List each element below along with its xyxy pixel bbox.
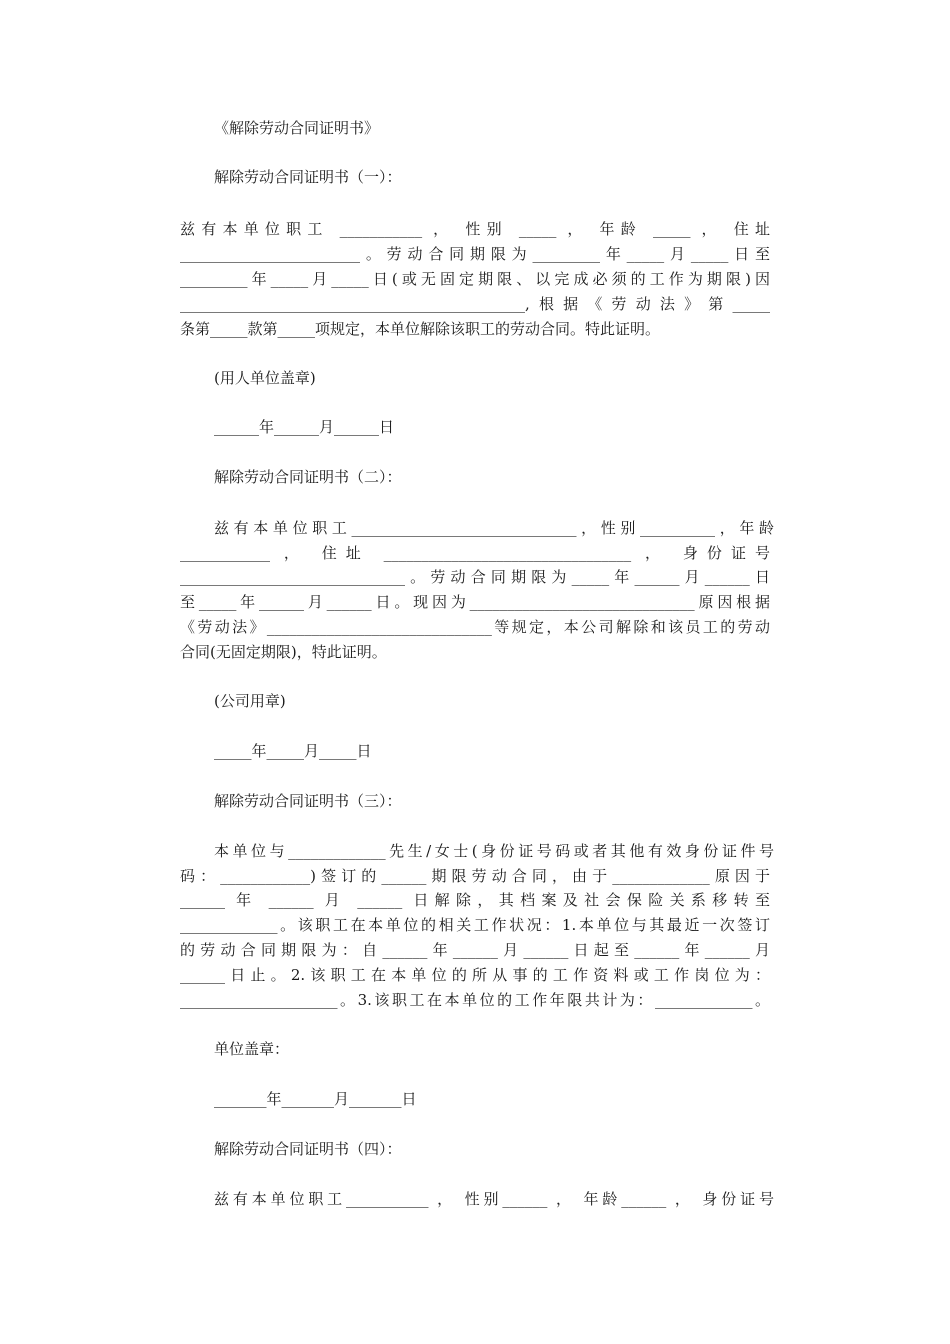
section-3-date: _______年_______月_______日 <box>214 1090 417 1108</box>
section-4-heading: 解除劳动合同证明书（四）： <box>214 1140 402 1158</box>
section-1-line-2: ________________________。劳动合同期限为_________年_____月_____日至 <box>180 245 770 263</box>
section-3-line-5: 的劳动合同期限为：自______年______月______日起至______年______月 <box>180 941 770 959</box>
section-2-heading: 解除劳动合同证明书（二）： <box>214 468 402 486</box>
section-2-line-2: ____________ ， 住址 _________________________________ ， 身份证号 <box>180 544 770 562</box>
section-2-line-5: 《劳动法》______________________________等规定，本公司解除和该员工的劳动 <box>180 618 770 636</box>
section-2-line-3: ______________________________。劳动合同期限为_____年______月______日 <box>180 568 770 586</box>
section-1-line-3: _________年_____月_____日(或无固定期限、以完成必须的工作为期限)因 <box>180 270 770 288</box>
section-2-line-4: 至_____年______月______日。现因为______________________________原因根据 <box>180 593 770 611</box>
document-title: 《解除劳动合同证明书》 <box>214 119 380 137</box>
section-3-heading: 解除劳动合同证明书（三）： <box>214 792 402 810</box>
section-1-heading: 解除劳动合同证明书（一）： <box>214 168 402 186</box>
section-2-line-6: 合同(无固定期限)，特此证明。 <box>180 643 387 661</box>
section-1-line-5: 条第_____款第_____项规定，本单位解除该职工的劳动合同。特此证明。 <box>180 320 661 338</box>
section-3-line-4: _____________。该职工在本单位的相关工作状况：1.本单位与其最近一次签订 <box>180 916 770 934</box>
section-1-date: ______年______月______日 <box>214 418 395 436</box>
section-2-seal: (公司用章) <box>214 692 286 710</box>
section-3-seal: 单位盖章： <box>214 1040 290 1058</box>
section-3-line-3: ______ 年 ______ 月 ______ 日解除，其档案及社会保险关系移转至 <box>180 891 770 909</box>
section-3-line-1: 本单位与_____________先生/女士(身份证号码或者其他有效身份证件号 <box>214 842 774 860</box>
section-1-seal: (用人单位盖章) <box>214 369 316 387</box>
section-4-line-1: 兹有本单位职工___________ ， 性别______ ， 年龄______ ， 身份证号 <box>214 1190 774 1208</box>
section-3-line-6: ______日止。2.该职工在本单位的所从事的工作资料或工作岗位为： <box>180 966 770 984</box>
section-3-line-7: _____________________。3.该职工在本单位的工作年限共计为：_____________。 <box>180 991 770 1009</box>
section-3-line-2: 码：____________)签订的______期限劳动合同，由于_____________原因于 <box>180 867 770 885</box>
section-1-line-4: ______________________________________________,根据《劳动法》第_____ <box>180 295 770 313</box>
section-1-line-1: 兹有本单位职工 ___________ ， 性别 _____ ， 年龄 _____ ， 住址 <box>180 220 770 238</box>
section-2-date: _____年_____月_____日 <box>214 742 372 760</box>
section-2-line-1: 兹有本单位职工______________________________，性别__________，年龄 <box>214 519 774 537</box>
